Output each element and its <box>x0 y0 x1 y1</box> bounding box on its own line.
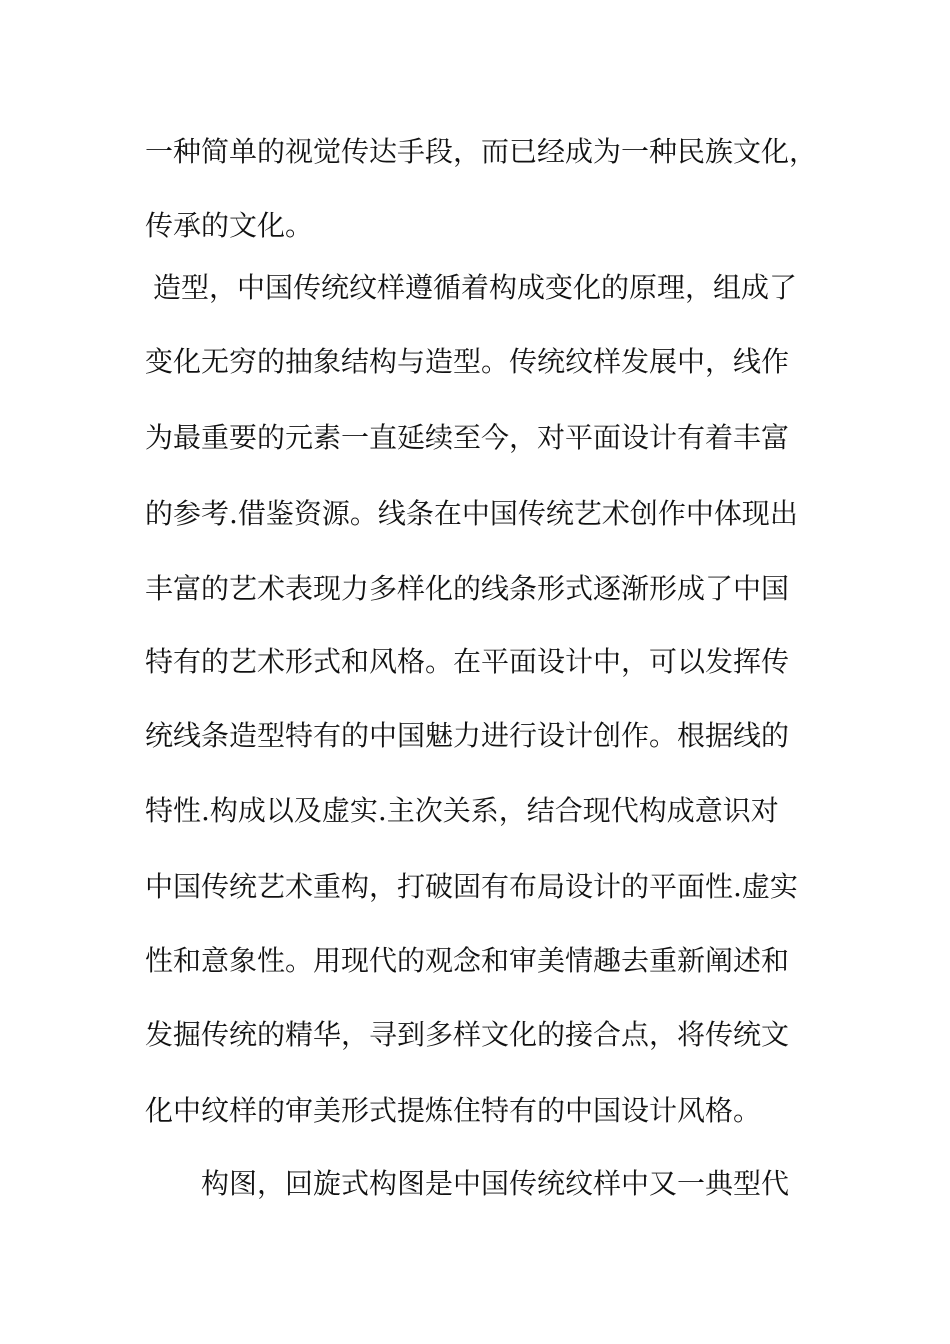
text-line: 中国传统艺术重构，打破固有布局设计的平面性.虚实 <box>145 870 798 903</box>
text-line: 变化无穷的抽象结构与造型。传统纹样发展中，线作 <box>145 345 790 378</box>
text-line: 发掘传统的精华，寻到多样文化的接合点，将传统文 <box>145 1018 790 1051</box>
text-line: 一种简单的视觉传达手段，而已经成为一种民族文化， <box>145 135 818 168</box>
text-line: 特性.构成以及虚实.主次关系，结合现代构成意识对 <box>145 794 779 827</box>
text-line: 统线条造型特有的中国魅力进行设计创作。根据线的 <box>145 719 790 752</box>
paragraph-line: 造型，中国传统纹样遵循着构成变化的原理，组成了 <box>153 271 798 304</box>
text-line: 特有的艺术形式和风格。在平面设计中，可以发挥传 <box>145 645 790 678</box>
text-line: 为最重要的元素一直延续至今，对平面设计有着丰富 <box>145 421 790 454</box>
text-line: 的参考.借鉴资源。线条在中国传统艺术创作中体现出 <box>145 497 798 530</box>
text-line: 传承的文化。 <box>145 209 314 242</box>
text-line: 性和意象性。用现代的观念和审美情趣去重新阐述和 <box>145 944 790 977</box>
text-line: 化中纹样的审美形式提炼住特有的中国设计风格。 <box>145 1094 762 1127</box>
paragraph-line: 构图，回旋式构图是中国传统纹样中又一典型代 <box>201 1167 790 1200</box>
text-line: 丰富的艺术表现力多样化的线条形式逐渐形成了中国 <box>145 572 790 605</box>
